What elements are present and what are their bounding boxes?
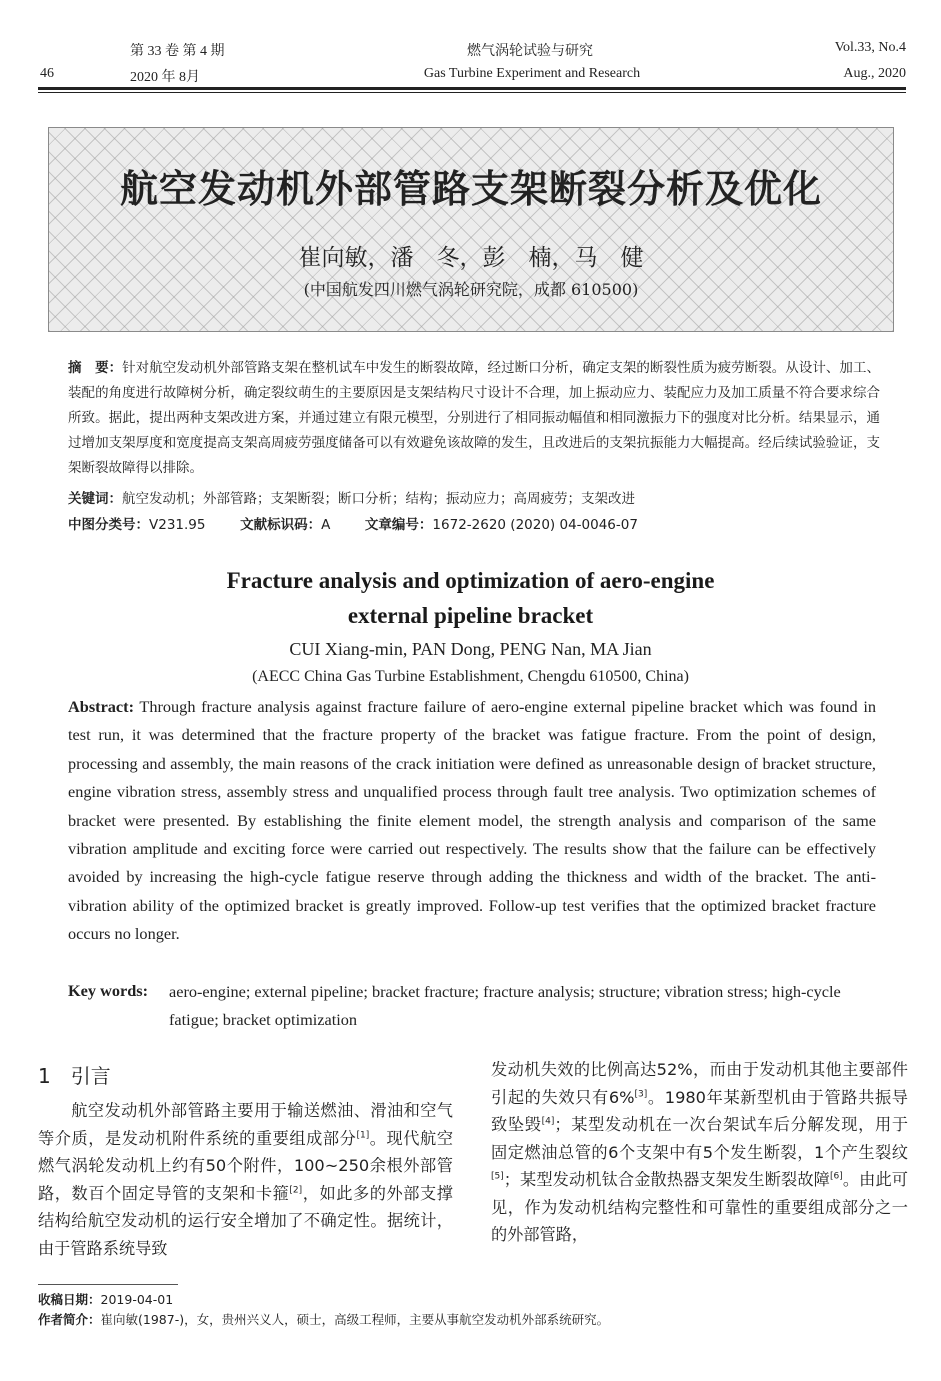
citation: [3]: [634, 1089, 648, 1100]
header-journal-cn: 燃气涡轮试验与研究: [467, 44, 593, 59]
header-volume-cn: 第 33 卷 第 4 期: [130, 44, 225, 59]
body-left-column: 航空发动机外部管路主要用于输送燃油、滑油和空气等介质，是发动机附件系统的重要组成部分[1]。现代航空燃气涡轮发动机上约有50个附件，100~250余根外部管路，数百个固定导管的支架和卡箍[2]，如此多的外部支撑结构给航空发动机的运行安全增加了不确定性。据统计，由于管路系统导致: [38, 1101, 454, 1258]
keywords-cn: [68, 487, 635, 507]
keywords-en-text: aero-engine; external pipeline; bracket fracture; fracture analysis; structure; vibration stress; high-cycle fatigue; bracket optimization: [169, 982, 841, 1029]
abstract-cn-label: 摘 要：: [68, 360, 123, 376]
title-banner: [48, 127, 894, 332]
clc-label: 中图分类号：: [68, 517, 149, 533]
keywords-cn-label: 关键词：: [68, 491, 122, 507]
header-rule-thick: [38, 87, 906, 90]
header-date-cn: 2020 年 8月: [130, 70, 200, 85]
affiliation-cn: (中国航发四川燃气涡轮研究院，成都 610500): [303, 280, 639, 299]
keywords-en-label: Key words:: [68, 981, 149, 1000]
header-date-en: Aug., 2020: [843, 66, 906, 81]
paper-title-cn: 航空发动机外部管路支架断裂分析及优化: [119, 167, 822, 211]
citation: [6]: [830, 1171, 843, 1182]
citation: [5]: [491, 1171, 504, 1182]
abstract-en: [68, 693, 876, 949]
body-right-column: 发动机失效的比例高达52%，而由于发动机其他主要部件引起的失效只有6%[3]。1980年某新型机由于管路共振导致坠毁[4]；某型发动机在一次台架试车后分解发现，用于固定燃油总管的6个支架中有5个发生断裂，1个产生裂纹[5]；某型发动机钛合金散热器支架发生断裂故障[6]。由此可见，作为发动机结构完整性和可靠性的重要组成部分之一的外部管路，: [491, 1060, 909, 1244]
article-no-value: 1672-2620 (2020) 04-0046-07: [432, 517, 638, 533]
keywords-cn-text: 航空发动机；外部管路；支架断裂；断口分析；结构；振动应力；高周疲劳；支架改进: [122, 491, 635, 507]
abstract-cn: [68, 356, 880, 481]
authors-en: CUI Xiang-min, PAN Dong, PENG Nan, MA Jian: [289, 639, 652, 659]
abstract-en-label: Abstract:: [68, 697, 135, 716]
abstract-cn-text: 针对航空发动机外部管路支架在整机试车中发生的断裂故障，经过断口分析，确定支架的断裂性质为疲劳断裂。从设计、加工、装配的角度进行故障树分析，确定裂纹萌生的主要原因是支架结构尺寸设计不合理，加上振动应力、装配应力及加工质量不符合要求综合所致。据此，提出两种支架改进方案，并通过建立有限元模型，分别进行了相同振动幅值和相同激振力下的强度对比分析。结果显示，通过增加支架厚度和宽度提高支架高周疲劳强度储备可以有效避免该故障的发生，且改进后的支架抗振能力大幅提高。经后续试验验证，支架断裂故障得以排除。: [68, 360, 881, 476]
doc-code-value: A: [321, 517, 331, 533]
header-journal-en: Gas Turbine Experiment and Research: [423, 66, 641, 81]
received-date: 收稿日期：2019-04-01: [38, 1292, 174, 1307]
citation: [1]: [356, 1130, 370, 1141]
clc-value: V231.95: [149, 517, 206, 533]
paper-title-en-line2: external pipeline bracket: [347, 603, 594, 628]
classification-line: [68, 513, 638, 533]
section-heading: 1 引言: [38, 1064, 111, 1088]
paper-title-en-line1: Fracture analysis and optimization of aero-engine: [226, 568, 715, 593]
article-no-label: 文章编号：: [364, 517, 433, 533]
header-volume-en: Vol.33, No.4: [834, 40, 906, 55]
footnote-rule: [38, 1284, 178, 1285]
citation: [4]: [541, 1116, 555, 1127]
authors-cn: 崔向敏，潘 冬，彭 楠，马 健: [298, 245, 644, 271]
citation: [2]: [289, 1185, 303, 1196]
abstract-en-text: Through fracture analysis against fracture failure of aero-engine external pipeline bracket which was found in test run, it was determined that the fracture property of the bracket was fatigue fracture. From the point of design, processing and assembly, the main reasons of the crack initiation were defined as unreasonable design of bracket structure, engine vibration stress, assembly stress and unqualified process through fault tree analysis. Two optimization schemes of bracket were presented. By establishing the finite element model, the strength analysis and comparison of the same vibration amplitude and exciting force were carried out respectively. The results show that the failure can be effectively avoided by increasing the high-cycle fatigue reserve through adding the thickness and width of the bracket. The anti-vibration ability of the optimized bracket is greatly improved. Follow-up test verifies that the optimized bracket fracture occurs no longer.: [68, 697, 876, 944]
page-number: 46: [40, 66, 54, 81]
header-rule-thin: [38, 92, 906, 93]
author-bio: 作者简介：崔向敏(1987-)，女，贵州兴义人，硕士，高级工程师，主要从事航空发动机外部系统研究。: [38, 1312, 610, 1327]
affiliation-en: (AECC China Gas Turbine Establishment, Chengdu 610500, China): [252, 668, 689, 685]
doc-code-label: 文献标识码：: [240, 517, 322, 533]
